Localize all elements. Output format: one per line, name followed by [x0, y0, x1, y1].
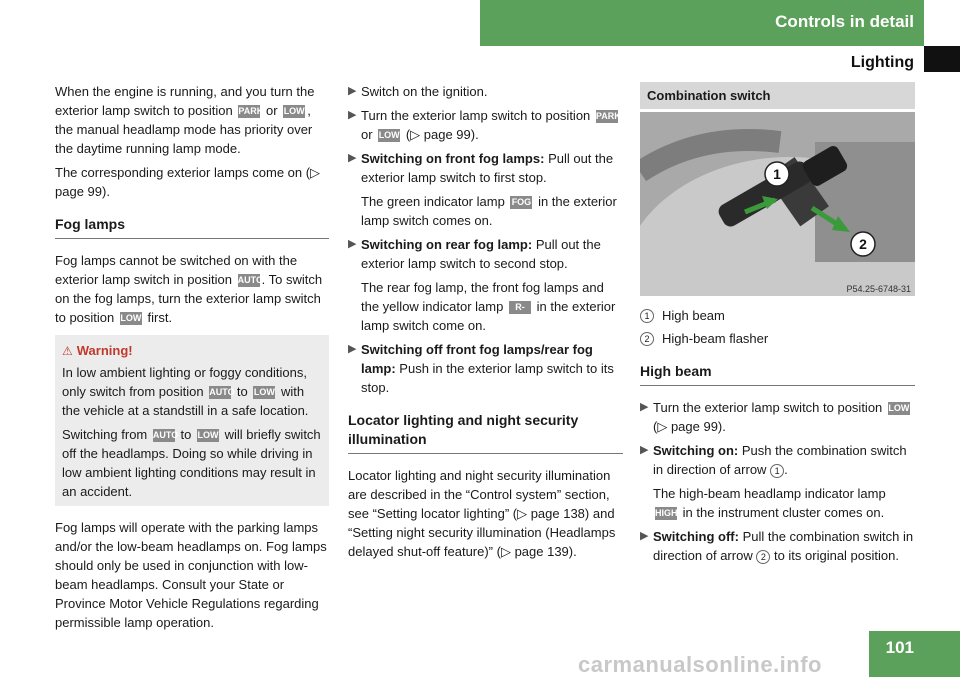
step-turn-switch: ▶ Turn the exterior lamp switch to position PARK or LOW (▷ page 99).: [348, 108, 621, 142]
combination-switch-photo: [640, 112, 915, 296]
step-high-beam-note: The high-beam headlamp indicator lamp HIGH in the instrument cluster comes on.: [653, 486, 886, 520]
bullet-arrow-icon: ▶: [348, 109, 357, 121]
step-high-beam-position: ▶ Turn the exterior lamp switch to position LOW (▷ page 99).: [640, 400, 910, 434]
watermark: carmanualsonline.info: [578, 652, 822, 677]
low-beam-icon: LOW: [120, 313, 142, 324]
low-beam-icon: LOW: [253, 387, 275, 398]
warning-title: ⚠ Warning!: [62, 343, 133, 358]
step-ignition: ▶ Switch on the ignition.: [348, 84, 488, 99]
fog-regulation-paragraph: Fog lamps will operate with the parking lamps and/or the low-beam headlamps on. Fog lamps should only be used in conjunction with low-beam headlamps. Consult your State or Province Motor Vehicle Regulations regarding permissible lamp operation.: [55, 520, 327, 630]
column-right: [640, 82, 915, 570]
low-beam-icon: LOW: [197, 430, 219, 441]
high-beam-icon: HIGH: [655, 508, 678, 519]
photo-code: P54.25-6748-31: [846, 284, 911, 294]
section-title: Lighting: [850, 54, 914, 71]
callout-number-1: 1: [640, 309, 654, 323]
bullet-arrow-icon: ▶: [348, 152, 357, 164]
parking-lamp-icon: PARK: [238, 106, 264, 117]
callout-number-2: 2: [640, 332, 654, 346]
step-front-fog-on: ▶ Switching on front fog lamps: Pull out the exterior lamp switch to first stop.: [348, 151, 614, 185]
callout-number-2: 2: [756, 550, 770, 564]
step-rear-fog-note: The rear fog lamp, the front fog lamps and the yellow indicator lamp R-FOG in the exterior lamp switch come on.: [361, 280, 616, 333]
step-rear-fog-on: ▶ Switching on rear fog lamp: Pull out the exterior lamp switch to second stop.: [348, 237, 601, 271]
fog-lamps-heading: Fog lamps: [55, 215, 329, 239]
section-tab: [924, 46, 960, 72]
legend-high-beam: 1 High beam: [640, 306, 915, 325]
intro-paragraph-2: The corresponding exterior lamps come on (▷ page 99).: [55, 165, 321, 199]
bullet-arrow-icon: ▶: [640, 530, 649, 542]
intro-paragraph: When the engine is running, and you turn the exterior lamp switch to position PARK or LOW , the manual headlamp mode has priority over the daytime running lamp mode.: [55, 84, 315, 156]
callout-number-1: 1: [770, 464, 784, 478]
parking-lamp-icon: PARK: [595, 111, 621, 122]
front-fog-icon: FOG: [511, 197, 532, 208]
combination-switch-heading: Combination switch: [640, 82, 915, 109]
combination-switch-illustration: [640, 112, 915, 296]
low-beam-icon: LOW: [888, 403, 910, 414]
auto-icon: AUTO: [152, 430, 179, 441]
auto-icon: AUTO: [237, 275, 263, 286]
locator-paragraph: Locator lighting and night security illumination are described in the “Control system” section, see “Setting locator lighting” (▷ page 138) and “Setting night security illumination (Headlamps delayed shut-off feature)” (▷ page 139).: [348, 468, 616, 559]
photo-callout-1: 1: [773, 166, 781, 182]
bullet-arrow-icon: ▶: [640, 444, 649, 456]
page-number-box: [869, 631, 960, 677]
photo-callout-2: 2: [859, 236, 867, 252]
warning-triangle-icon: ⚠: [62, 344, 73, 358]
step-fog-off: ▶ Switching off front fog lamps/rear fog lamp: Push in the exterior lamp switch to its stop.: [348, 342, 614, 395]
bullet-arrow-icon: ▶: [348, 343, 357, 355]
locator-lighting-heading: Locator lighting and night security illumination: [348, 411, 623, 454]
page-number: 101: [885, 638, 914, 657]
low-beam-icon: LOW: [378, 130, 400, 141]
rear-fog-icon: R-FOG: [510, 302, 530, 326]
chapter-title: Controls in detail: [775, 12, 914, 31]
step-high-beam-off: ▶ Switching off: Pull the combination switch in direction of arrow 2 to its original position.: [640, 529, 914, 563]
legend-high-beam-flasher: 2 High-beam flasher: [640, 329, 915, 348]
high-beam-heading: High beam: [640, 362, 915, 386]
auto-icon: AUTO: [209, 387, 235, 398]
column-left: [55, 82, 329, 637]
bullet-arrow-icon: ▶: [640, 401, 649, 413]
bullet-arrow-icon: ▶: [348, 85, 357, 97]
step-high-beam-on: ▶ Switching on: Push the combination switch in direction of arrow 1 .: [640, 443, 907, 477]
column-middle: [348, 82, 623, 566]
low-beam-icon: LOW: [283, 106, 305, 117]
step-front-fog-note: The green indicator lamp FOG in the exterior lamp switch comes on.: [361, 194, 617, 228]
warning-text-1: In low ambient lighting or foggy conditions, only switch from position AUTO to LOW with the vehicle at a standstill in a safe location.: [62, 365, 309, 418]
warning-box: [55, 335, 329, 506]
bullet-arrow-icon: ▶: [348, 238, 357, 250]
warning-text-2: Switching from AUTO to LOW will briefly switch off the headlamps. Doing so while driving in low ambient lighting conditions may result in an accident.: [62, 427, 321, 499]
fog-paragraph: Fog lamps cannot be switched on with the exterior lamp switch in position AUTO. To switch on the fog lamps, turn the exterior lamp switch to position LOW first.: [55, 253, 323, 325]
